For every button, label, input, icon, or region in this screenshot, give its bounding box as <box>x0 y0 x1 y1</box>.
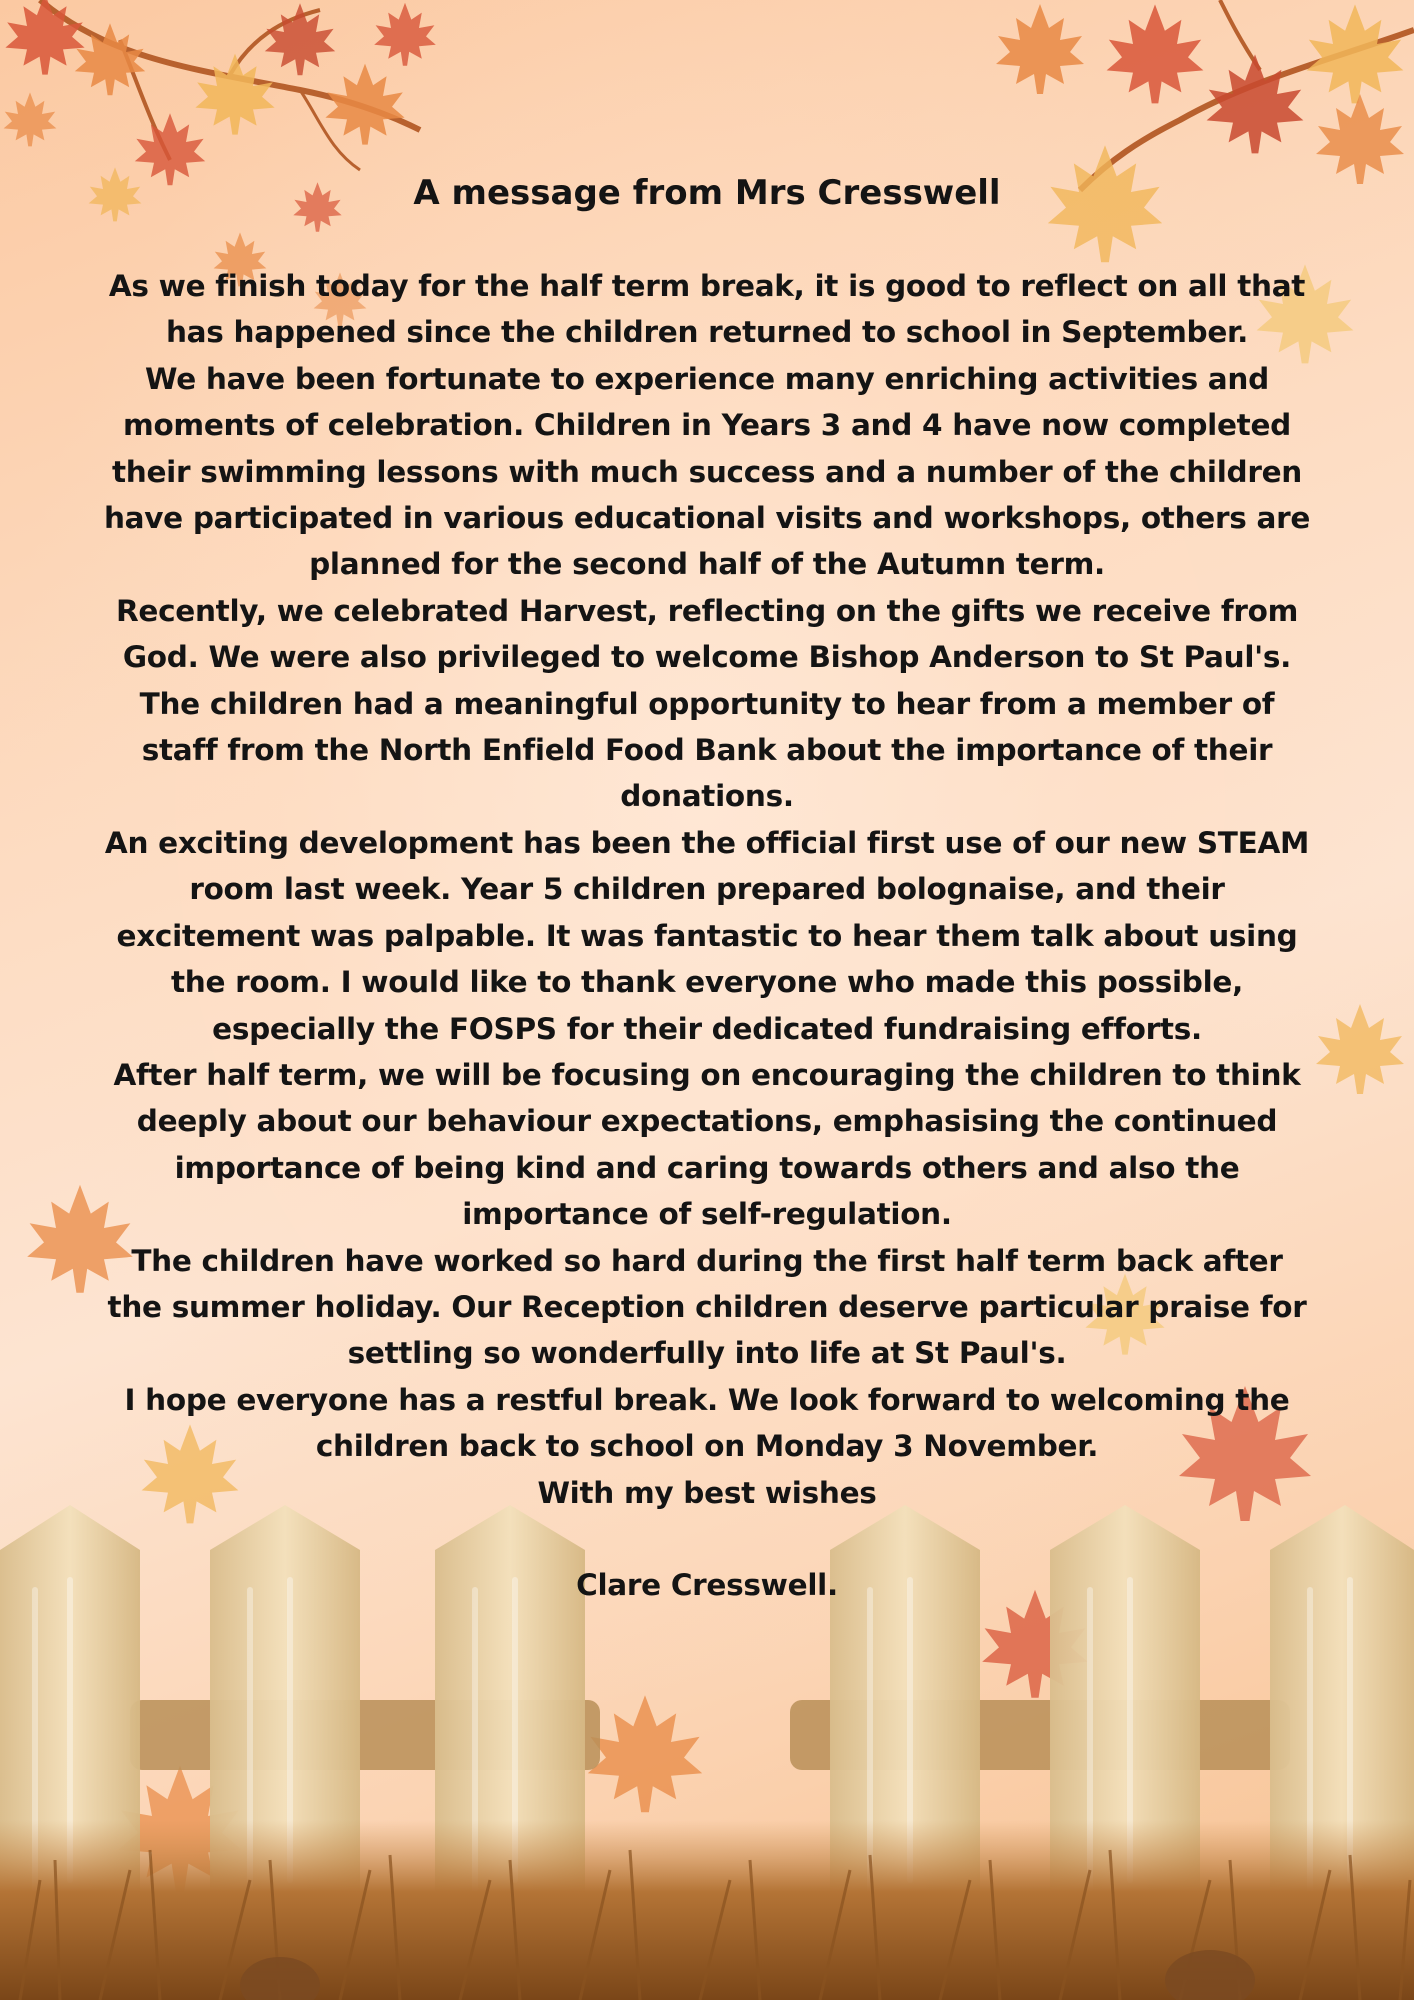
paragraph-steam-room: An exciting development has been the official first use of our new STEAM room last week. Year 5 children prepared bolognaise, and their excitement was palpable. It was fantastic to hear them talk about using the room. I would like to thank everyone who made this possible, especially the FOSPS for their dedicated fundraising efforts. <box>104 825 1310 1046</box>
paragraph-harvest: Recently, we celebrated Harvest, reflecting on the gifts we receive from God. We were also privileged to welcome Bishop Anderson to St Paul's. The children had a meaningful opportunity to hear from a member of staff from the North Enfield Food Bank about the importance of their donations. <box>115 593 1299 814</box>
letter-title: A message from Mrs Cresswell <box>413 173 1001 213</box>
paragraph-praise: The children have worked so hard during the first half term back after the summer holiday. Our Reception children deserve particular praise for settling so wonderfully into life at St Paul's. <box>107 1243 1307 1371</box>
grass <box>0 1820 1414 2000</box>
closing-line: With my best wishes <box>537 1475 877 1510</box>
paragraph-activities: We have been fortunate to experience many enriching activities and moments of celebration. Children in Years 3 and 4 have now completed their swimming lessons with much success and a number of the children have participated in various educational visits and workshops, others are planned for the second half of the Autumn term. <box>103 361 1311 582</box>
signature: Clare Cresswell. <box>576 1567 838 1602</box>
paragraph-behaviour: After half term, we will be focusing on encouraging the children to think deeply about our behaviour expectations, emphasising the continued importance of being kind and caring towards others and also the importance of self-regulation. <box>113 1057 1301 1232</box>
paragraph-reflection: As we finish today for the half term break, it is good to reflect on all that has happened since the children returned to school in September. <box>108 269 1306 350</box>
paragraph-return-date: I hope everyone has a restful break. We look forward to welcoming the children back to school on Monday 3 November. <box>124 1382 1290 1464</box>
letter-body <box>100 165 1314 1608</box>
